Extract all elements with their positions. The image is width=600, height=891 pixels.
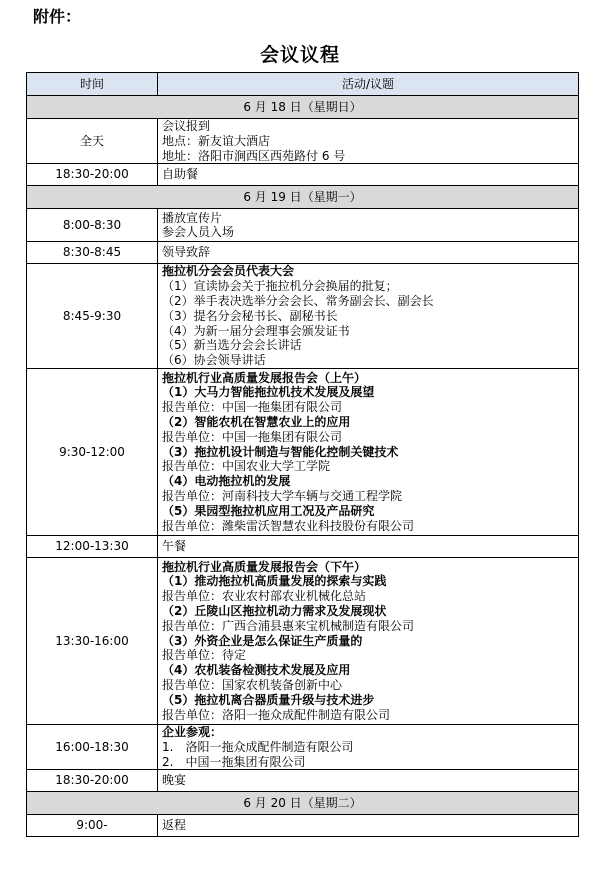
agenda-row (27, 770, 579, 792)
agenda-row (27, 264, 579, 369)
activity-line: 地点：新友谊大酒店 (162, 133, 271, 148)
agenda-row (27, 557, 579, 724)
activity-title: 拖拉机行业高质量发展报告会（上午） (162, 370, 367, 385)
activity-title: （2）丘陵山区拖拉机动力需求及发展现状 (162, 603, 387, 618)
activity-cell (158, 264, 579, 369)
agenda-table (26, 72, 579, 837)
activity-line: 返程 (162, 818, 187, 833)
time-cell: 8:00-8:30 (27, 209, 158, 242)
page-title: 会议议程 (259, 44, 340, 66)
time-cell: 8:45-9:30 (27, 264, 158, 369)
agenda-row (27, 242, 579, 264)
agenda-row (27, 724, 579, 769)
day-label: 6 月 20 日（星期二） (27, 792, 579, 815)
activity-title: （5）果园型拖拉机应用工况及产品研究 (162, 503, 375, 518)
time-cell: 9:00- (27, 815, 158, 837)
day-row (27, 792, 579, 815)
activity-line: 午餐 (162, 539, 187, 554)
activity-line: （3）提名分会秘书长、副秘书长 (162, 308, 338, 323)
activity-line: 参会人员入场 (162, 225, 235, 240)
activity-line: 自助餐 (162, 167, 199, 182)
activity-title: （1）推动拖拉机高质量发展的探索与实践 (162, 574, 387, 589)
time-cell: 16:00-18:30 (27, 724, 158, 769)
day-label: 6 月 18 日（星期日） (27, 96, 579, 119)
time-cell: 13:30-16:00 (27, 557, 158, 724)
day-label: 6 月 19 日（星期一） (27, 186, 579, 209)
activity-line: 地址：洛阳市涧西区西苑路付 6 号 (162, 148, 346, 163)
activity-line: （1）宣读协会关于拖拉机分会换届的批复； (162, 279, 398, 294)
activity-title: （3）外资企业是怎么保证生产质量的 (162, 633, 363, 648)
agenda-row (27, 368, 579, 535)
activity-line: （6）协会领导讲话 (162, 353, 266, 368)
activity-line: 报告单位：潍柴雷沃智慧农业科技股份有限公司 (162, 518, 415, 533)
agenda-row (27, 815, 579, 837)
activity-line: （2）举手表决选举分会会长、常务副会长、副会长 (162, 293, 434, 308)
activity-cell (158, 209, 579, 242)
header-time: 时间 (27, 73, 158, 96)
activity-line: 播放宣传片 (162, 210, 223, 225)
activity-title: （1）大马力智能拖拉机技术发展及展望 (162, 385, 375, 400)
activity-line: 报告单位：广西合浦县惠来宝机械制造有限公司 (162, 618, 415, 633)
activity-line: 报告单位：待定 (162, 648, 247, 663)
time-cell: 18:30-20:00 (27, 164, 158, 186)
time-cell: 全天 (27, 119, 158, 164)
activity-title: （5）拖拉机离合器质量升级与技术进步 (162, 692, 375, 707)
activity-line: 领导致辞 (162, 245, 211, 260)
time-cell: 8:30-8:45 (27, 242, 158, 264)
table-header-row (27, 73, 579, 96)
activity-line: 1. 洛阳一拖众成配件制造有限公司 (162, 739, 354, 754)
day-row (27, 186, 579, 209)
header-activity: 活动/议题 (158, 73, 579, 96)
activity-line: 报告单位：河南科技大学车辆与交通工程学院 (162, 488, 403, 503)
activity-cell (158, 557, 579, 724)
activity-line: 报告单位：中国一拖集团有限公司 (162, 400, 343, 415)
activity-line: 2. 中国一拖集团有限公司 (162, 754, 306, 769)
activity-line: （4）为新一届分会理事会颁发证书 (162, 323, 350, 338)
activity-cell (158, 770, 579, 792)
agenda-row (27, 535, 579, 557)
time-cell: 12:00-13:30 (27, 535, 158, 557)
activity-title: （4）电动拖拉机的发展 (162, 474, 291, 489)
activity-line: 晚宴 (162, 773, 187, 788)
activity-line: 报告单位：国家农机装备创新中心 (162, 677, 343, 692)
activity-title: 拖拉机行业高质量发展报告会（下午） (162, 559, 367, 574)
activity-cell (158, 164, 579, 186)
activity-cell (158, 119, 579, 164)
agenda-row (27, 164, 579, 186)
activity-line: （5）新当选分会会长讲话 (162, 338, 302, 353)
time-cell: 18:30-20:00 (27, 770, 158, 792)
activity-title: （2）智能农机在智慧农业上的应用 (162, 414, 351, 429)
time-cell: 9:30-12:00 (27, 368, 158, 535)
activity-cell (158, 724, 579, 769)
activity-line: 报告单位：中国一拖集团有限公司 (162, 429, 343, 444)
activity-line: 报告单位：中国农业大学工学院 (162, 459, 331, 474)
activity-title: （4）农机装备检测技术发展及应用 (162, 663, 351, 678)
agenda-body (27, 96, 579, 837)
activity-title: 企业参观： (162, 724, 223, 739)
attachment-heading: 附件： (33, 7, 82, 26)
day-row (27, 96, 579, 119)
activity-title: （3）拖拉机设计制造与智能化控制关键技术 (162, 444, 399, 459)
agenda-row (27, 209, 579, 242)
activity-cell (158, 242, 579, 264)
activity-title: 拖拉机分会会员代表大会 (162, 264, 295, 279)
agenda-row (27, 119, 579, 164)
activity-line: 报告单位：洛阳一拖众成配件制造有限公司 (162, 707, 391, 722)
activity-line: 报告单位：农业农村部农业机械化总站 (162, 589, 367, 604)
activity-line: 会议报到 (162, 119, 211, 133)
activity-cell (158, 815, 579, 837)
activity-cell (158, 535, 579, 557)
activity-cell (158, 368, 579, 535)
